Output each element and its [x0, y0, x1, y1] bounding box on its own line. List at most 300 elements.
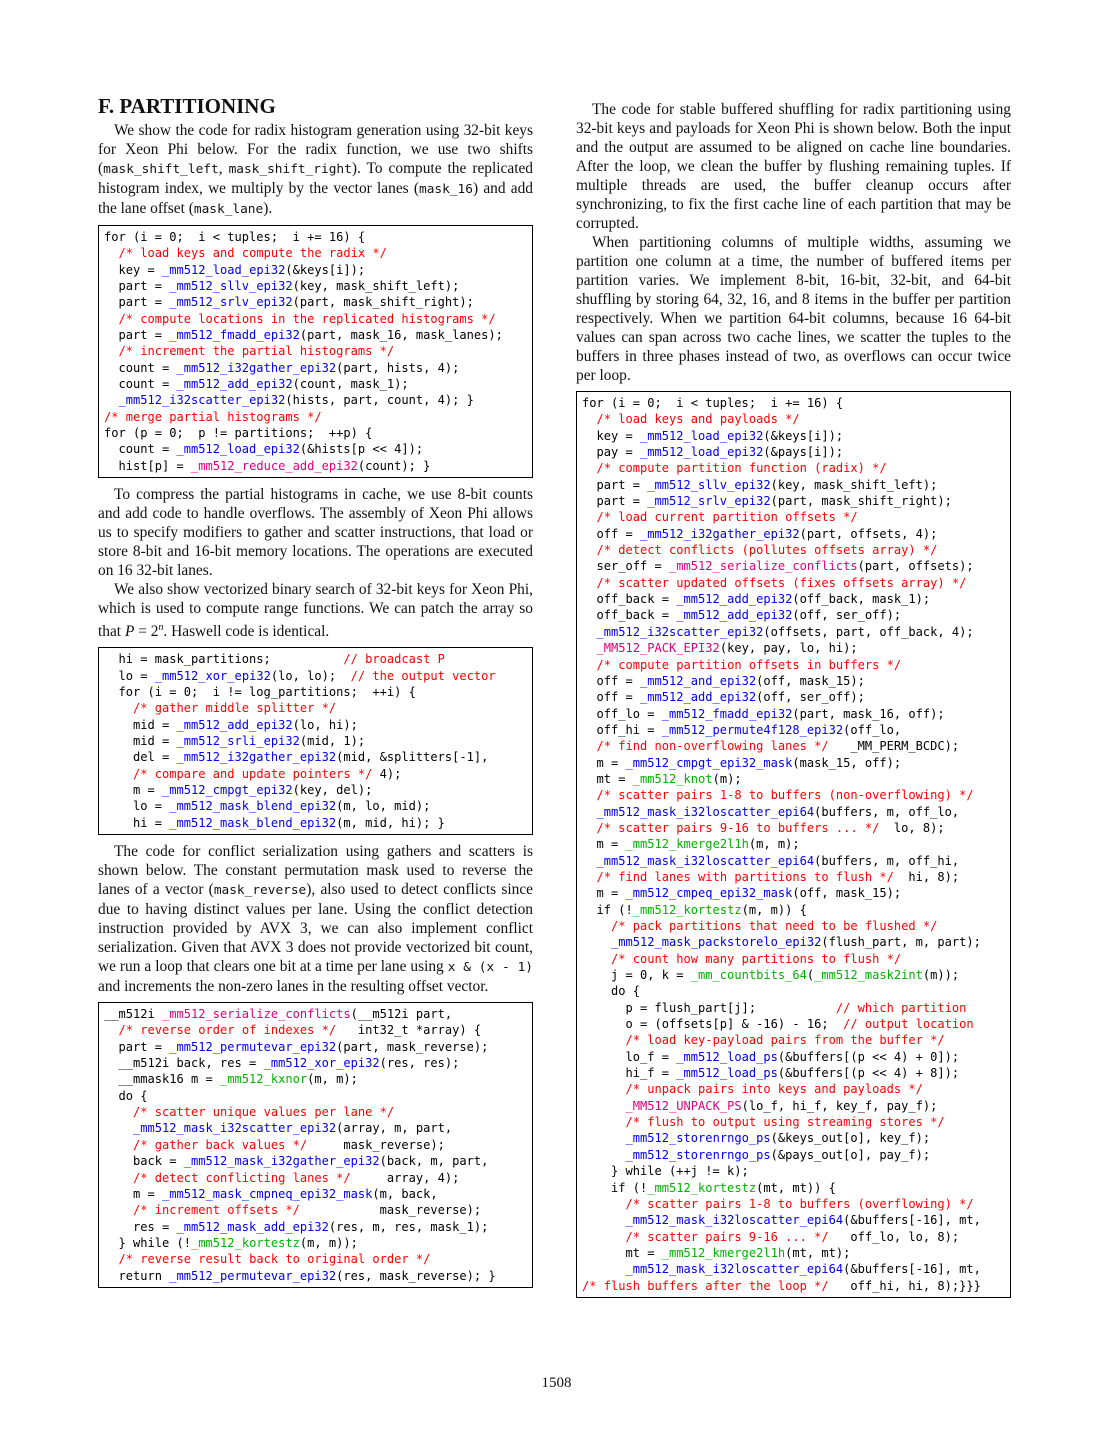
- code-comment: /* find lanes with partitions to flush */: [596, 869, 894, 884]
- code-line: [104, 1071, 532, 1087]
- code-intrinsic: _mm512_mask_i32gather_epi32: [183, 1154, 380, 1169]
- code-text: [582, 1213, 626, 1227]
- code-line: [582, 1229, 1010, 1245]
- code-comment: /* reverse order of indexes */: [118, 1023, 337, 1038]
- code-intrinsic: _mm_countbits_64: [690, 968, 807, 983]
- code-text: off =: [582, 690, 641, 705]
- code-comment: /* flush buffers after the loop */: [582, 1278, 829, 1293]
- code-text: o = (offsets[p] & -16) - 16;: [582, 1017, 844, 1032]
- code-intrinsic: _mm512_mask2int: [814, 968, 923, 983]
- code-text: mid =: [104, 734, 177, 748]
- code-text: (&keys[i]);: [763, 428, 844, 443]
- code-intrinsic: _mm512_mask_packstorelo_epi32: [611, 935, 822, 950]
- code-intrinsic: _mm512_mask_i32loscatter_epi64: [625, 1262, 844, 1277]
- code-text: hi = mask_partitions;: [104, 652, 344, 667]
- code-line: [582, 509, 1010, 525]
- paragraph-binary-search: We also show vectorized binary search of 32-bit keys for Xeon Phi, which is used to compute range functions. We can patch the array so that $P = 2^n$. Haswell code is identical.: [98, 581, 533, 641]
- code-line: [582, 853, 1010, 869]
- code-text: m =: [104, 783, 163, 798]
- code-line: [104, 1251, 532, 1267]
- code-intrinsic: _mm512_mask_i32scatter_epi32: [133, 1121, 337, 1136]
- code-line: [582, 411, 1010, 427]
- code-text: part =: [104, 295, 170, 310]
- code-text: [104, 701, 133, 715]
- code-line: [582, 755, 1010, 771]
- code-text: (off, ser_off);: [756, 690, 865, 705]
- code-line: [582, 983, 1010, 999]
- code-intrinsic: _mm512_load_ps: [676, 1049, 778, 1064]
- code-intrinsic: _mm512_load_epi32: [176, 442, 300, 457]
- code-line: [104, 1219, 532, 1235]
- code-text: lo, 8);: [879, 820, 945, 835]
- code-text: [104, 312, 119, 326]
- code-text: [582, 658, 597, 672]
- code-text: (res, res);: [379, 1056, 460, 1071]
- code-line: [104, 1120, 532, 1136]
- code-intrinsic: _mm512_fmadd_epi32: [661, 706, 793, 721]
- code-comment: /* load key-payload pairs from the buffer */: [625, 1033, 945, 1048]
- code-line: [104, 441, 532, 457]
- code-text: (lo, lo);: [270, 668, 351, 683]
- code-line: [104, 1186, 532, 1202]
- code-line: [582, 395, 1010, 411]
- code-text: part =: [104, 328, 170, 343]
- left-column: [98, 94, 533, 1295]
- code-text: [582, 1033, 626, 1047]
- code-text: (&buffers[-16], mt,: [843, 1213, 981, 1228]
- code-intrinsic: _mm512_srlv_epi32: [169, 295, 293, 310]
- code-intrinsic: _mm512_i32gather_epi32: [640, 526, 800, 541]
- code-text: [582, 1262, 626, 1276]
- code-text: lo_f =: [582, 1049, 677, 1064]
- code-text: if (!: [582, 902, 633, 917]
- code-text: (part, mask_16, mask_lanes);: [299, 328, 503, 343]
- code-intrinsic: _mm512_i32gather_epi32: [176, 750, 337, 765]
- code-text: (buffers, m, off_lo,: [814, 804, 960, 819]
- code-text: m =: [582, 886, 626, 901]
- code-line: [582, 558, 1010, 574]
- code-intrinsic: _mm512_xor_epi32: [154, 668, 271, 683]
- code-text: (: [806, 968, 815, 983]
- code-line: [582, 673, 1010, 689]
- code-intrinsic: _mm512_xor_epi32: [263, 1056, 380, 1071]
- code-text: (mask_15, off);: [792, 755, 902, 770]
- code-text: if (!: [582, 1180, 648, 1195]
- code-text: off_back =: [582, 608, 677, 623]
- code-comment: /* detect conflicts (pollutes offsets array) */: [596, 543, 938, 558]
- code-text: key =: [582, 428, 641, 443]
- code-line: [104, 425, 532, 441]
- code-text: (part, mask_shift_right);: [292, 295, 474, 310]
- code-text: [582, 821, 597, 835]
- code-line: [582, 1081, 1010, 1097]
- code-line: [582, 1016, 1010, 1032]
- code-text: (part, mask_shift_right);: [770, 494, 952, 509]
- code-intrinsic: _mm512_add_epi32: [176, 717, 293, 732]
- code-text: hist[p] =: [104, 458, 192, 473]
- code-text: (mt, mt)) {: [756, 1180, 836, 1195]
- code-intrinsic: _mm512_permutevar_epi32: [169, 1039, 337, 1054]
- code-text: } while (++j != k);: [582, 1164, 749, 1179]
- code-line: [582, 918, 1010, 934]
- code-intrinsic: _mm512_and_epi32: [640, 673, 757, 688]
- code-text: (&keys_out[o], key_f);: [770, 1131, 931, 1146]
- code-text: (m, m);: [748, 837, 800, 852]
- code-line: [582, 591, 1010, 607]
- code-text: (res, mask_reverse); }: [336, 1268, 496, 1283]
- code-text: (lo, hi);: [292, 717, 358, 732]
- code-text: [104, 246, 119, 260]
- code-line: [104, 360, 532, 376]
- code-line: [104, 311, 532, 327]
- code-listing-serialize-conflicts: [98, 1002, 533, 1288]
- paragraph-radix-histogram: We show the code for radix histogram generation using 32-bit keys for Xeon Phi below. For the radix function, we use two shifts (mask_shift_left, mask_shift_right). To compute the replicated histogram index, we multiply by the vector lanes (mask_16) and add the lane offset (mask_lane).: [98, 122, 533, 217]
- code-comment: /* compare and update pointers */: [133, 766, 373, 781]
- code-line: [104, 733, 532, 749]
- code-line: [582, 902, 1010, 918]
- code-text: [582, 935, 611, 949]
- code-line: [582, 1278, 1010, 1294]
- code-text: back =: [104, 1154, 184, 1169]
- code-intrinsic: _mm512_add_epi32: [676, 592, 793, 607]
- code-text: (key, del);: [292, 783, 373, 798]
- code-line: [582, 787, 1010, 803]
- code-text: hi_f =: [582, 1066, 677, 1081]
- code-intrinsic: _mm512_mask_i32loscatter_epi64: [625, 1213, 844, 1228]
- code-text: [582, 1099, 626, 1113]
- code-comment: /* merge partial histograms */: [104, 409, 322, 424]
- code-text: [582, 1230, 626, 1244]
- code-text: (off_back, mask_1);: [792, 592, 931, 607]
- code-text: off =: [582, 526, 641, 541]
- code-comment: /* load keys and compute the radix */: [118, 246, 387, 261]
- code-text: count =: [104, 377, 177, 392]
- code-line: [582, 607, 1010, 623]
- code-comment: /* pack partitions that need to be flushed */: [611, 919, 938, 933]
- code-text: [104, 1023, 119, 1037]
- code-line: [582, 836, 1010, 852]
- code-line: [104, 749, 532, 765]
- code-text: [104, 1171, 133, 1185]
- code-text: [582, 543, 597, 557]
- code-text: (buffers, m, off_hi,: [814, 853, 960, 868]
- code-intrinsic: _mm512_sllv_epi32: [169, 279, 293, 294]
- paragraph-conflict-serialization: The code for conflict serialization using gathers and scatters is shown below. The constant permutation mask used to reverse the lanes of a vector (mask_reverse), also used to detect conflicts since due to having distinct values per lane. Using the conflict detection instruction provided by AVX 3, we can also implement conflict serialization. Given that AVX 3 does not provide vectorized bit count, we run a loop that clears one bit at a time per lane using x & (x - 1) and increments the non-zero lanes in the resulting offset vector.: [98, 843, 533, 996]
- code-text: pay =: [582, 445, 641, 460]
- code-text: (flush_part, m, part);: [821, 935, 981, 950]
- code-comment: /* scatter pairs 9-16 to buffers ... */: [596, 820, 880, 835]
- code-text: (&buffers[(p << 4) + 8]);: [777, 1066, 960, 1081]
- code-text: off_lo =: [582, 706, 662, 721]
- code-intrinsic: _mm512_kortestz: [647, 1180, 757, 1195]
- code-text: for (i = 0; i < tuples; i += 16) {: [104, 230, 366, 244]
- code-line: [104, 343, 532, 359]
- code-comment: /* scatter updated offsets (fixes offsets array) */: [596, 575, 967, 590]
- code-listing-binary-search: [98, 647, 533, 835]
- code-intrinsic: _MM512_UNPACK_PS: [625, 1098, 742, 1113]
- code-intrinsic: _mm512_load_epi32: [640, 445, 764, 460]
- code-text: (&keys[i]);: [285, 262, 366, 277]
- code-comment: // output location: [843, 1017, 974, 1032]
- code-text: off_hi, hi, 8);}}}: [828, 1278, 981, 1293]
- code-line: [104, 1088, 532, 1104]
- paragraph-buffered-shuffling: The code for stable buffered shuffling for radix partitioning using 32-bit keys and payloads for Xeon Phi is shown below. Both the input and the output are assumed to be aligned on cache line boundaries. After the loop, we clean the buffer by flushing remaining tuples. If multiple threads are used, the buffer cleanup occurs after synchronizing, to fix the first cache line of each partition that may be corrupted.: [576, 101, 1011, 232]
- code-intrinsic: _mm512_permutevar_epi32: [169, 1268, 337, 1283]
- code-text: do {: [104, 1088, 148, 1103]
- code-text: [104, 767, 133, 781]
- code-text: [582, 576, 597, 590]
- code-text: [104, 1252, 119, 1266]
- code-line: [582, 1130, 1010, 1146]
- code-comment: /* load keys and payloads */: [596, 412, 800, 427]
- code-text: (back, m, part,: [379, 1154, 489, 1169]
- code-text: ser_off =: [582, 559, 670, 574]
- code-line: [582, 1114, 1010, 1130]
- code-line: [582, 542, 1010, 558]
- code-line: [582, 640, 1010, 656]
- code-comment: /* flush to output using streaming stores */: [625, 1115, 945, 1130]
- code-intrinsic: _mm512_srli_epi32: [176, 734, 300, 748]
- code-intrinsic: _mm512_reduce_add_epi32: [191, 458, 358, 473]
- code-text: do {: [582, 984, 641, 999]
- code-line: [582, 967, 1010, 983]
- code-text: for (i = 0; i < tuples; i += 16) {: [582, 396, 844, 410]
- code-text: [104, 1203, 133, 1217]
- code-line: [582, 428, 1010, 444]
- paragraph-compress-histograms: To compress the partial histograms in cache, we use 8-bit counts and add code to handle overflows. The assembly of Xeon Phi allows us to specify modifiers to gather and scatter instructions, that load or store 8-bit and 16-bit memory locations. The operations are executed on 16 32-bit lanes.: [98, 486, 533, 580]
- code-line: [104, 668, 532, 684]
- code-text: (res, m, res, mask_1);: [328, 1219, 489, 1234]
- code-text: (array, m, part,: [336, 1121, 453, 1136]
- code-text: key =: [104, 262, 163, 277]
- code-intrinsic: _mm512_load_ps: [676, 1066, 778, 1081]
- code-text: [582, 854, 597, 868]
- code-text: count =: [104, 442, 177, 457]
- code-text: (m, mid, hi); }: [336, 815, 445, 830]
- code-text: mid =: [104, 717, 177, 732]
- code-text: (&buffers[-16], mt,: [843, 1262, 981, 1277]
- code-text: (count, mask_1);: [292, 377, 409, 392]
- code-text: (part, mask_16, off);: [792, 706, 945, 721]
- code-text: return: [104, 1268, 170, 1283]
- code-text: for (p = 0; p != partitions; ++p) {: [104, 426, 373, 441]
- code-comment: /* scatter pairs 1-8 to buffers (non-overflowing) */: [596, 788, 974, 803]
- code-line: [582, 934, 1010, 950]
- code-text: off_lo, lo, 8);: [828, 1229, 960, 1244]
- code-intrinsic: _mm512_kmerge2l1h: [661, 1245, 786, 1260]
- code-line: [104, 245, 532, 261]
- code-text: (&buffers[(p << 4) + 0]);: [777, 1049, 960, 1064]
- code-text: [582, 461, 597, 475]
- code-intrinsic: _mm512_cmpeq_epi32_mask: [625, 886, 793, 901]
- code-line: [104, 392, 532, 408]
- code-text: (m, m));: [299, 1235, 358, 1250]
- code-line: [104, 262, 532, 278]
- code-text: (off, mask_15);: [792, 886, 902, 901]
- code-intrinsic: _mm512_sllv_epi32: [647, 477, 771, 492]
- code-intrinsic: _mm512_mask_i32loscatter_epi64: [596, 853, 815, 868]
- code-line: [104, 815, 532, 831]
- code-text: (offsets, part, off_back, 4);: [763, 624, 974, 639]
- code-line: [104, 1022, 532, 1038]
- code-intrinsic: _mm512_serialize_conflicts: [162, 1007, 351, 1022]
- code-comment: /* count how many partitions to flush */: [611, 951, 902, 966]
- code-text: hi, 8);: [893, 869, 960, 884]
- code-intrinsic: _mm512_kortestz: [191, 1235, 300, 1250]
- code-intrinsic: _mm512_storenrngo_ps: [625, 1147, 771, 1162]
- code-intrinsic: _mm512_cmpgt_epi32_mask: [625, 755, 793, 770]
- section-title: F. PARTITIONING: [98, 94, 276, 118]
- code-text: (m, lo, mid);: [336, 799, 431, 814]
- code-line: [104, 278, 532, 294]
- code-text: off_back =: [582, 592, 677, 607]
- code-line: [104, 684, 532, 700]
- code-text: (part, offsets);: [857, 559, 974, 574]
- code-text: hi =: [104, 815, 170, 830]
- code-comment: /* load current partition offsets */: [596, 510, 858, 525]
- code-text: part =: [582, 477, 648, 492]
- code-listing-histogram: [98, 225, 533, 478]
- code-intrinsic: _mm512_permute4f128_epi32: [661, 722, 844, 737]
- code-text: (&pays_out[o], pay_f);: [770, 1147, 931, 1162]
- code-comment: /* compute partition offsets in buffers */: [596, 657, 902, 672]
- code-text: [104, 344, 119, 358]
- code-intrinsic: _mm512_add_epi32: [676, 608, 793, 623]
- code-line: [104, 376, 532, 392]
- code-text: __m512i back, res =: [104, 1056, 264, 1071]
- code-line: [582, 1049, 1010, 1065]
- code-line: [104, 700, 532, 716]
- code-text: for (i = 0; i != log_partitions; ++i) {: [104, 684, 416, 699]
- code-text: (part, mask_reverse);: [336, 1039, 489, 1054]
- code-text: (part, offsets, 4);: [799, 526, 938, 541]
- code-text: (m, m);: [307, 1072, 358, 1087]
- code-intrinsic: _mm512_add_epi32: [176, 377, 293, 392]
- code-comment: /* compute partition function (radix) */: [596, 461, 887, 476]
- code-comment: /* increment offsets */: [133, 1203, 300, 1218]
- code-text: 4);: [372, 766, 402, 781]
- code-intrinsic: _mm512_i32scatter_epi32: [596, 624, 764, 639]
- code-text: [104, 1138, 133, 1152]
- code-intrinsic: _mm512_kxnor: [220, 1072, 308, 1087]
- code-comment: /* detect conflicting lanes */: [133, 1170, 351, 1185]
- code-line: [104, 409, 532, 425]
- code-text: lo =: [104, 799, 170, 814]
- code-line: [582, 722, 1010, 738]
- code-line: [582, 1180, 1010, 1196]
- code-line: [582, 869, 1010, 885]
- right-column: [576, 100, 1011, 1305]
- code-intrinsic: _mm512_load_epi32: [162, 262, 286, 277]
- code-line: [582, 575, 1010, 591]
- code-text: part =: [104, 1039, 170, 1054]
- code-line: [104, 1235, 532, 1251]
- code-comment: /* gather middle splitter */: [133, 701, 337, 716]
- code-line: [582, 1212, 1010, 1228]
- code-intrinsic: _mm512_serialize_conflicts: [669, 559, 858, 574]
- code-text: [582, 1082, 626, 1096]
- code-line: [582, 689, 1010, 705]
- code-line: [582, 738, 1010, 754]
- code-text: (count); }: [357, 458, 431, 473]
- code-text: (key, pay, lo, hi);: [719, 641, 858, 656]
- code-text: (mt, mt);: [785, 1245, 851, 1260]
- code-text: [104, 1121, 133, 1135]
- code-line: [582, 1261, 1010, 1277]
- code-text: mt =: [582, 771, 633, 786]
- code-text: (&hists[p << 4]);: [299, 442, 424, 457]
- code-line: [104, 651, 532, 667]
- code-text: (lo_f, hi_f, key_f, pay_f);: [741, 1098, 938, 1113]
- code-listing-buffered-shuffling: [576, 391, 1011, 1298]
- code-text: del =: [104, 750, 177, 765]
- code-comment: /* increment the partial histograms */: [118, 344, 395, 359]
- code-text: mask_reverse);: [307, 1137, 445, 1152]
- code-intrinsic: _mm512_kmerge2l1h: [625, 837, 749, 852]
- code-text: [582, 1197, 626, 1211]
- code-text: [582, 625, 597, 639]
- code-text: (part, hists, 4);: [336, 360, 460, 375]
- code-intrinsic: _mm512_cmpgt_epi32: [162, 783, 293, 798]
- code-text: [104, 393, 119, 407]
- code-comment: /* scatter unique values per lane */: [133, 1105, 395, 1120]
- code-text: part =: [582, 494, 648, 509]
- code-line: [104, 1006, 532, 1022]
- code-line: [104, 458, 532, 474]
- code-text: [582, 788, 597, 802]
- code-line: [104, 782, 532, 798]
- code-comment: // the output vector: [350, 668, 496, 683]
- code-intrinsic: _mm512_mask_add_epi32: [176, 1219, 329, 1234]
- code-text: (mid, 1);: [299, 734, 366, 748]
- code-line: [582, 1032, 1010, 1048]
- code-text: m =: [104, 1186, 163, 1201]
- paragraph-multiple-widths: When partitioning columns of multiple widths, assuming we partition one column at a time, the number of buffered items per partition varies. We implement 8-bit, 16-bit, 32-bit, and 64-bit shuffling by storing 64, 32, 16, and 8 items in the buffer per partition respectively. When we partition 64-bit columns, because 16 64-bit values can span across two cache lines, we scatter the tuples to the buffers in three phases instead of two, as overflows can occur twice per loop.: [576, 234, 1011, 384]
- code-line: [582, 624, 1010, 640]
- code-line: [104, 1268, 532, 1284]
- code-text: [582, 641, 597, 655]
- code-text: [582, 510, 597, 524]
- code-intrinsic: _mm512_fmadd_epi32: [169, 328, 300, 343]
- code-line: [104, 717, 532, 733]
- code-line: [582, 1147, 1010, 1163]
- code-line: [104, 1170, 532, 1186]
- code-line: [104, 294, 532, 310]
- code-text: p = flush_part[j];: [582, 1000, 836, 1015]
- code-text: [104, 1105, 133, 1119]
- code-line: [582, 657, 1010, 673]
- code-text: part =: [104, 279, 170, 294]
- code-text: _MM_PERM_BCDC);: [828, 739, 960, 754]
- code-comment: /* gather back values */: [133, 1137, 308, 1152]
- code-line: [582, 477, 1010, 493]
- code-text: [582, 412, 597, 426]
- code-line: [582, 804, 1010, 820]
- code-text: m =: [582, 837, 626, 852]
- code-line: [104, 1039, 532, 1055]
- code-intrinsic: _mm512_i32gather_epi32: [176, 360, 337, 375]
- code-text: mt =: [582, 1245, 662, 1260]
- code-line: [582, 1065, 1010, 1081]
- code-intrinsic: _mm512_kortestz: [632, 902, 742, 917]
- code-line: [582, 771, 1010, 787]
- code-text: array, 4);: [350, 1170, 460, 1185]
- code-line: [582, 820, 1010, 836]
- code-line: [104, 1153, 532, 1169]
- code-text: [582, 919, 611, 933]
- code-text: (m, back,: [372, 1186, 438, 1201]
- code-text: (off, mask_15);: [756, 673, 865, 688]
